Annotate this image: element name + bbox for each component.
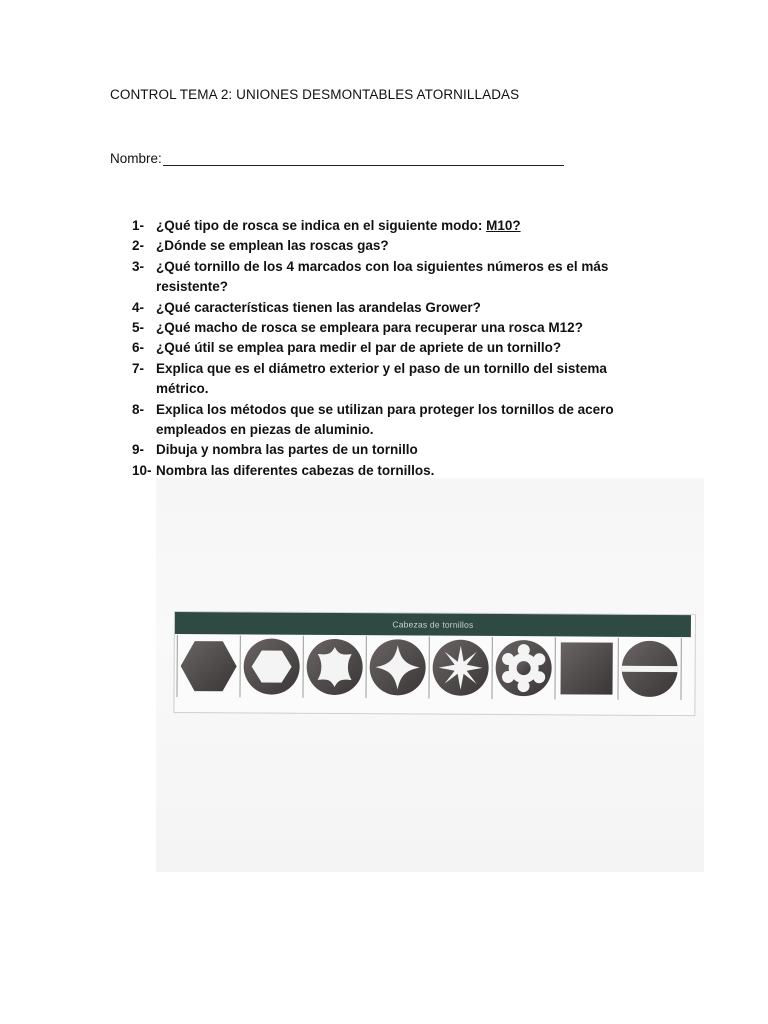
screw-head-cell [492, 637, 555, 699]
question-text-main: ¿Qué tipo de rosca se indica en el siguiente modo: [156, 218, 487, 233]
question-text [156, 216, 652, 236]
screw-head-cell [429, 637, 492, 699]
screw-head-cell [618, 638, 681, 700]
question-item [132, 359, 652, 400]
screw-head-cell [240, 635, 303, 697]
screw-head-cell [555, 637, 618, 699]
question-text: ¿Qué tornillo de los 4 marcados con loa siguientes números es el más resistente? [156, 258, 609, 295]
question-text: ¿Dónde se emplean las roscas gas? [156, 238, 389, 254]
question-item [132, 257, 652, 298]
name-blank-line[interactable] [163, 151, 564, 166]
screw-heads-photo [156, 478, 704, 872]
name-field [110, 151, 564, 166]
question-item [132, 440, 652, 460]
question-number: 8- [132, 401, 145, 417]
question-number: 4- [132, 299, 145, 315]
question-item [132, 318, 652, 338]
question-item [132, 216, 652, 236]
question-text: Explica que es el diámetro exterior y el paso de un tornillo del sistema métrico. [156, 360, 607, 397]
question-text: Dibuja y nombra las partes de un tornillo [156, 442, 418, 458]
screw-head-cell [366, 636, 429, 698]
question-underlined-term: M10? [486, 218, 521, 233]
hex-socket-head-icon [241, 636, 301, 696]
question-number: 5- [132, 320, 145, 336]
phillips-head-icon [367, 637, 427, 697]
torx-head-icon [304, 637, 364, 697]
question-number: 3- [132, 258, 145, 274]
question-list [132, 216, 652, 481]
strip-header: Cabezas de tornillos [175, 612, 691, 637]
question-item [132, 338, 652, 358]
name-label: Nombre: [110, 151, 162, 166]
question-text: Nombra las diferentes cabezas de tornillos. [156, 462, 435, 478]
question-text: ¿Qué macho de rosca se empleara para recuperar una rosca M12? [156, 320, 583, 336]
question-number: 1- [132, 218, 145, 233]
star-drive-head-icon [430, 638, 490, 698]
question-number: 2- [132, 238, 145, 254]
question-text: ¿Qué útil se emplea para medir el par de apriete de un tornillo? [156, 340, 562, 356]
question-item [132, 400, 652, 441]
question-item [132, 298, 652, 318]
screw-head-cell [303, 636, 366, 698]
question-number: 6- [132, 340, 145, 356]
screw-head-cell [176, 635, 240, 697]
question-number: 10- [132, 462, 152, 478]
hexagon-head-icon [178, 636, 238, 696]
screw-heads-strip [173, 611, 696, 716]
slotted-head-icon [619, 639, 679, 699]
question-text: Explica los métodos que se utilizan para proteger los tornillos de acero empleados en piezas de aluminio. [156, 401, 614, 438]
question-item [132, 236, 652, 256]
question-number: 7- [132, 360, 145, 376]
page-title: CONTROL TEMA 2: UNIONES DESMONTABLES ATORNILLADAS [110, 87, 520, 102]
question-text: ¿Qué características tienen las arandelas Grower? [156, 299, 481, 315]
question-number: 9- [132, 442, 145, 458]
screw-head-cells [176, 635, 681, 700]
torx-plus-head-icon [493, 638, 553, 698]
square-head-icon [556, 638, 616, 698]
